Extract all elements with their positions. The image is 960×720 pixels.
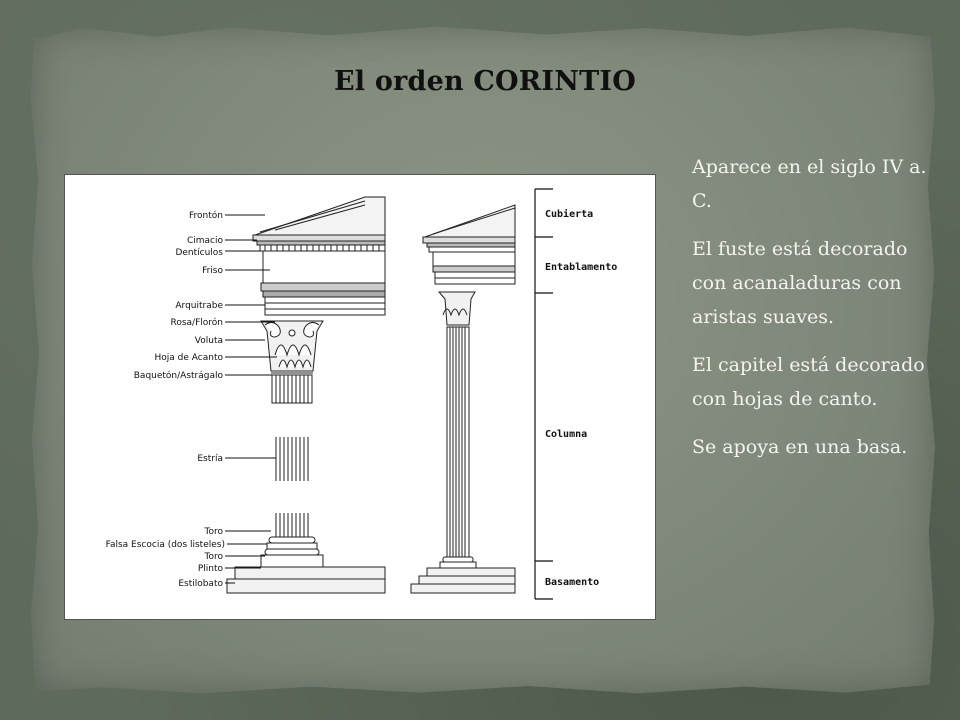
label-fronton: Frontón <box>189 211 223 221</box>
label-friso: Friso <box>202 266 223 276</box>
section-basamento: Basamento <box>545 577 600 588</box>
paragraph-base: Se apoya en una basa. <box>692 436 908 458</box>
description-column <box>692 150 932 478</box>
label-denticulos: Dentículos <box>175 248 223 258</box>
label-arquitrabe: Arquitrabe <box>175 301 223 311</box>
architrave <box>261 283 385 291</box>
label-rosa-floron: Rosa/Florón <box>170 318 223 328</box>
label-leaders <box>225 215 277 583</box>
shaft-upper <box>272 375 312 403</box>
section-columna: Columna <box>545 429 588 440</box>
detail-drawing <box>227 197 385 593</box>
label-baqueton: Baquetón/Astrágalo <box>133 371 223 381</box>
slide-title: El orden CORINTIO <box>334 66 636 97</box>
label-estria: Estría <box>197 454 223 464</box>
section-cubierta: Cubierta <box>545 209 594 220</box>
corinthian-order-diagram <box>64 174 656 620</box>
paragraph-capital: El capitel está decorado con hojas de canto. <box>692 354 925 410</box>
label-voluta: Voluta <box>194 336 223 346</box>
label-toro-lower: Toro <box>204 552 223 562</box>
section-labels <box>545 208 617 588</box>
label-toro-upper: Toro <box>204 527 223 537</box>
shaft-lower <box>276 513 308 537</box>
base <box>227 537 385 593</box>
frieze <box>263 251 385 283</box>
section-bracket <box>535 189 553 599</box>
elevation-shaft <box>447 327 469 557</box>
label-cimacio: Cimacio <box>186 236 223 246</box>
part-labels <box>106 210 225 589</box>
dentils <box>260 245 385 251</box>
cimacio-band <box>253 235 385 241</box>
shaft-middle <box>276 437 308 481</box>
capital <box>261 321 323 373</box>
label-plinto: Plinto <box>197 564 223 574</box>
paragraph-origin: Aparece en el siglo IV a. C. <box>692 156 927 212</box>
diagram-svg <box>65 175 655 619</box>
elevation-capital <box>439 292 475 325</box>
label-estilobato: Estilobato <box>178 579 223 589</box>
pediment <box>255 197 385 235</box>
elevation-drawing <box>411 205 515 593</box>
label-falsa-escocia: Falsa Escocia (dos listeles) <box>105 540 225 550</box>
paragraph-shaft: El fuste está decorado con acanaladuras con aristas suaves. <box>692 238 908 328</box>
section-entablamento: Entablamento <box>545 262 618 273</box>
label-hoja-acanto: Hoja de Acanto <box>154 353 223 363</box>
